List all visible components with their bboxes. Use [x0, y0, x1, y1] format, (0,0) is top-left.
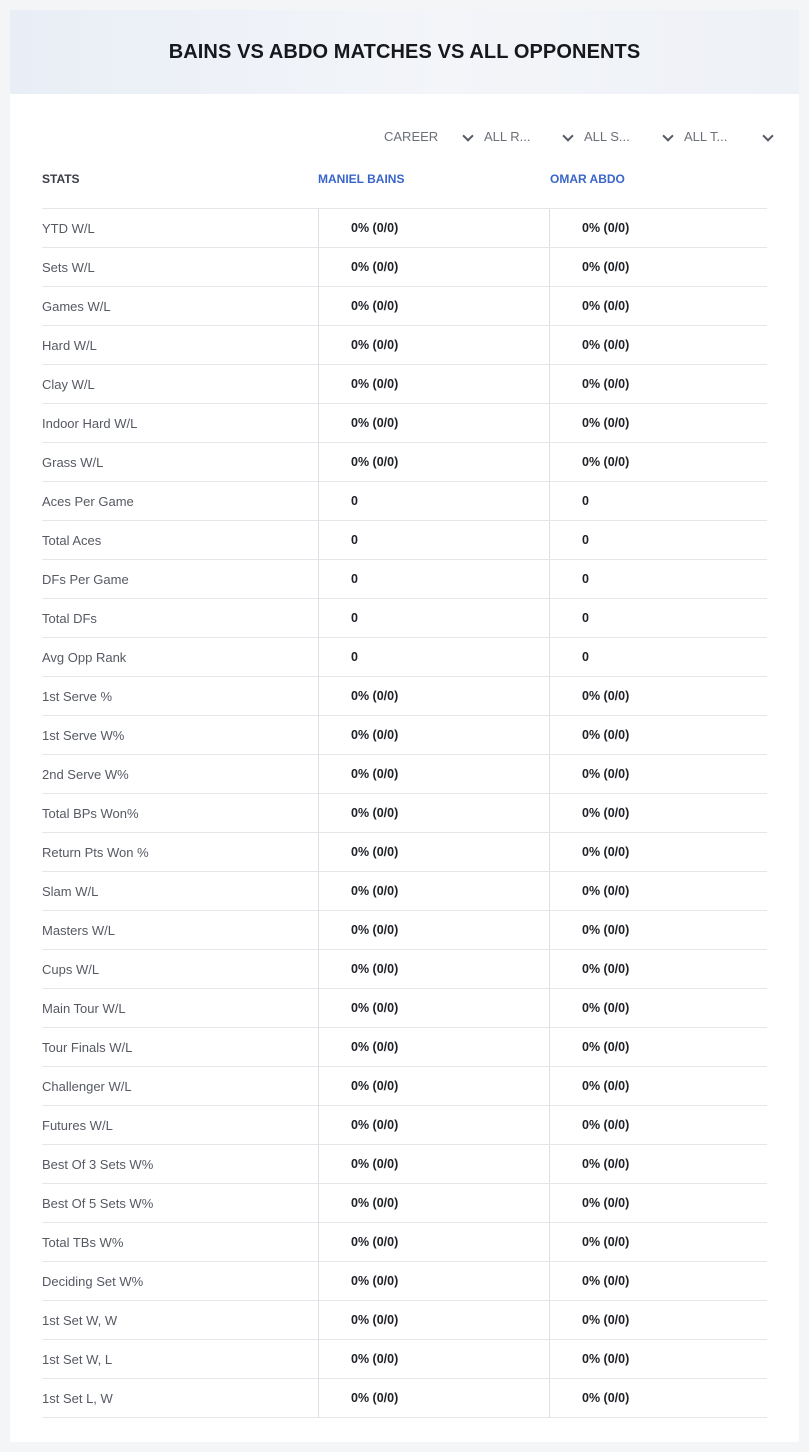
player2-cell	[549, 1106, 768, 1144]
player2-cell	[549, 1379, 768, 1417]
table-row	[42, 482, 767, 521]
stat-label: Grass W/L	[42, 455, 104, 470]
player1-value: 0% (0/0)	[351, 1313, 399, 1327]
table-row	[42, 794, 767, 833]
player2-cell	[549, 638, 768, 676]
player2-value: 0% (0/0)	[582, 1079, 630, 1093]
chevron-down-icon	[662, 130, 673, 141]
stat-label: Hard W/L	[42, 338, 97, 353]
player1-value: 0% (0/0)	[351, 1235, 399, 1249]
player2-cell	[549, 365, 768, 403]
filter-surfaces-select[interactable]	[584, 126, 684, 146]
player2-cell	[549, 1340, 768, 1378]
player2-value: 0% (0/0)	[582, 338, 630, 352]
player1-cell	[318, 716, 550, 754]
player2-cell	[549, 1028, 768, 1066]
table-row	[42, 248, 767, 287]
player2-cell	[549, 755, 768, 793]
player2-value: 0% (0/0)	[582, 689, 630, 703]
player1-cell	[318, 911, 550, 949]
player1-cell	[318, 365, 550, 403]
player2-cell	[549, 482, 768, 520]
stat-label: Slam W/L	[42, 884, 99, 899]
player1-value: 0	[351, 572, 358, 586]
stat-label: 1st Set L, W	[42, 1391, 113, 1406]
stat-label: Total DFs	[42, 611, 97, 626]
table-row	[42, 365, 767, 404]
player1-cell	[318, 794, 550, 832]
stat-label: DFs Per Game	[42, 572, 129, 587]
player2-cell	[549, 521, 768, 559]
player1-cell	[318, 326, 550, 364]
table-row	[42, 1340, 767, 1379]
table-row	[42, 1301, 767, 1340]
player2-value: 0% (0/0)	[582, 923, 630, 937]
player2-value: 0% (0/0)	[582, 845, 630, 859]
player1-cell	[318, 1340, 550, 1378]
player1-value: 0% (0/0)	[351, 884, 399, 898]
player1-link[interactable]: MANIEL BAINS	[318, 172, 405, 186]
player2-cell	[549, 1262, 768, 1300]
player1-cell	[318, 1067, 550, 1105]
table-row	[42, 950, 767, 989]
player2-value: 0% (0/0)	[582, 1391, 630, 1405]
table-row	[42, 1106, 767, 1145]
stat-label: Games W/L	[42, 299, 111, 314]
player2-cell	[549, 911, 768, 949]
player2-value: 0% (0/0)	[582, 884, 630, 898]
player2-cell	[549, 950, 768, 988]
stat-label: Return Pts Won %	[42, 845, 149, 860]
player2-cell	[549, 1223, 768, 1261]
stat-label: 2nd Serve W%	[42, 767, 129, 782]
table-row	[42, 833, 767, 872]
stat-label: Avg Opp Rank	[42, 650, 127, 665]
player2-cell	[549, 443, 768, 481]
stat-label: Aces Per Game	[42, 494, 134, 509]
stat-label: 1st Serve %	[42, 689, 113, 704]
player2-value: 0% (0/0)	[582, 767, 630, 781]
player1-value: 0% (0/0)	[351, 1079, 399, 1093]
player1-value: 0% (0/0)	[351, 923, 399, 937]
player1-value: 0% (0/0)	[351, 1352, 399, 1366]
player1-cell	[318, 1184, 550, 1222]
player1-cell	[318, 560, 550, 598]
table-row	[42, 1145, 767, 1184]
player2-cell	[549, 560, 768, 598]
player1-cell	[318, 482, 550, 520]
filter-rounds-select[interactable]	[484, 126, 584, 146]
player2-cell	[549, 833, 768, 871]
stats-column-header: STATS	[42, 172, 80, 186]
stats-card	[10, 10, 799, 1442]
player2-value: 0% (0/0)	[582, 1313, 630, 1327]
player1-cell	[318, 404, 550, 442]
player1-cell	[318, 989, 550, 1027]
player2-cell	[549, 326, 768, 364]
table-row	[42, 755, 767, 794]
player2-value: 0	[582, 494, 589, 508]
card-header	[10, 10, 799, 94]
player1-cell	[318, 1106, 550, 1144]
stat-label: YTD W/L	[42, 221, 95, 236]
stat-label: Sets W/L	[42, 260, 95, 275]
stat-label: Futures W/L	[42, 1118, 113, 1133]
filter-period-select[interactable]	[384, 126, 484, 146]
table-row	[42, 1028, 767, 1067]
player2-value: 0% (0/0)	[582, 1352, 630, 1366]
stat-label: Total Aces	[42, 533, 102, 548]
chevron-down-icon	[562, 130, 573, 141]
player2-cell	[549, 248, 768, 286]
player2-value: 0% (0/0)	[582, 1157, 630, 1171]
table-row	[42, 1184, 767, 1223]
chevron-down-icon	[462, 130, 473, 141]
player2-value: 0% (0/0)	[582, 260, 630, 274]
stat-label: Deciding Set W%	[42, 1274, 144, 1289]
player2-value: 0% (0/0)	[582, 416, 630, 430]
player1-value: 0% (0/0)	[351, 1001, 399, 1015]
player2-cell	[549, 209, 768, 247]
player1-value: 0% (0/0)	[351, 767, 399, 781]
page-title: BAINS VS ABDO MATCHES VS ALL OPPONENTS	[168, 40, 641, 63]
table-row	[42, 1223, 767, 1262]
player1-value: 0% (0/0)	[351, 299, 399, 313]
table-row	[42, 326, 767, 365]
table-row	[42, 404, 767, 443]
filter-label: ALL S...	[584, 128, 630, 144]
player1-value: 0	[351, 611, 358, 625]
player1-cell	[318, 521, 550, 559]
player2-value: 0% (0/0)	[582, 1040, 630, 1054]
stat-label: Tour Finals W/L	[42, 1040, 133, 1055]
player2-cell	[549, 989, 768, 1027]
player2-cell	[549, 677, 768, 715]
player1-cell	[318, 833, 550, 871]
table-header	[42, 172, 767, 208]
player1-value: 0% (0/0)	[351, 806, 399, 820]
player1-cell	[318, 638, 550, 676]
player2-link[interactable]: OMAR ABDO	[550, 172, 625, 186]
player1-cell	[318, 209, 550, 247]
player1-value: 0% (0/0)	[351, 728, 399, 742]
table-row	[42, 872, 767, 911]
stat-label: Total BPs Won%	[42, 806, 139, 821]
table-row	[42, 209, 767, 248]
player1-value: 0% (0/0)	[351, 845, 399, 859]
filter-label: CAREER	[384, 128, 439, 144]
player2-cell	[549, 794, 768, 832]
player2-value: 0% (0/0)	[582, 455, 630, 469]
stat-label: 1st Set W, L	[42, 1352, 113, 1367]
player1-cell	[318, 248, 550, 286]
player2-cell	[549, 599, 768, 637]
player1-cell	[318, 872, 550, 910]
stat-label: Indoor Hard W/L	[42, 416, 138, 431]
table-row	[42, 1262, 767, 1301]
table-row	[42, 716, 767, 755]
player1-value: 0% (0/0)	[351, 1118, 399, 1132]
player2-cell	[549, 1067, 768, 1105]
player2-cell	[549, 1184, 768, 1222]
player2-value: 0	[582, 611, 589, 625]
player2-value: 0% (0/0)	[582, 299, 630, 313]
player1-cell	[318, 950, 550, 988]
stat-label: Main Tour W/L	[42, 1001, 126, 1016]
player1-cell	[318, 599, 550, 637]
player1-value: 0% (0/0)	[351, 1391, 399, 1405]
player2-value: 0% (0/0)	[582, 1118, 630, 1132]
stat-label: Best Of 5 Sets W%	[42, 1196, 154, 1211]
player1-value: 0% (0/0)	[351, 260, 399, 274]
player1-value: 0% (0/0)	[351, 1274, 399, 1288]
table-row	[42, 638, 767, 677]
filter-tournaments-select[interactable]	[684, 126, 784, 146]
table-row	[42, 1379, 767, 1418]
player2-value: 0% (0/0)	[582, 1001, 630, 1015]
player2-cell	[549, 404, 768, 442]
player2-value: 0% (0/0)	[582, 221, 630, 235]
player1-cell	[318, 1301, 550, 1339]
player1-value: 0% (0/0)	[351, 338, 399, 352]
table-row	[42, 521, 767, 560]
player2-value: 0% (0/0)	[582, 1274, 630, 1288]
player1-value: 0% (0/0)	[351, 377, 399, 391]
table-row	[42, 560, 767, 599]
chevron-down-icon	[762, 130, 773, 141]
table-row	[42, 677, 767, 716]
player2-cell	[549, 287, 768, 325]
stat-label: Total TBs W%	[42, 1235, 124, 1250]
table-row	[42, 911, 767, 950]
player1-value: 0% (0/0)	[351, 962, 399, 976]
player1-cell	[318, 443, 550, 481]
player1-cell	[318, 287, 550, 325]
player1-value: 0% (0/0)	[351, 221, 399, 235]
player2-cell	[549, 1145, 768, 1183]
stat-label: Challenger W/L	[42, 1079, 132, 1094]
player1-cell	[318, 1145, 550, 1183]
table-row	[42, 989, 767, 1028]
player1-value: 0% (0/0)	[351, 689, 399, 703]
player1-cell	[318, 1262, 550, 1300]
player1-cell	[318, 755, 550, 793]
stat-label: Cups W/L	[42, 962, 100, 977]
stat-label: 1st Serve W%	[42, 728, 125, 743]
player1-value: 0% (0/0)	[351, 1157, 399, 1171]
player1-value: 0	[351, 650, 358, 664]
player1-cell	[318, 1028, 550, 1066]
player1-value: 0% (0/0)	[351, 1196, 399, 1210]
player2-value: 0% (0/0)	[582, 1235, 630, 1249]
player2-cell	[549, 1301, 768, 1339]
table-row	[42, 599, 767, 638]
player1-value: 0	[351, 494, 358, 508]
stat-label: Masters W/L	[42, 923, 115, 938]
player1-value: 0	[351, 533, 358, 547]
filter-label: ALL R...	[484, 128, 531, 144]
player1-value: 0% (0/0)	[351, 455, 399, 469]
player2-cell	[549, 716, 768, 754]
stat-label: 1st Set W, W	[42, 1313, 118, 1328]
table-row	[42, 1067, 767, 1106]
player2-value: 0	[582, 533, 589, 547]
player2-value: 0	[582, 650, 589, 664]
player1-cell	[318, 1379, 550, 1417]
player2-value: 0	[582, 572, 589, 586]
table-row	[42, 287, 767, 326]
player2-value: 0% (0/0)	[582, 806, 630, 820]
stat-label: Clay W/L	[42, 377, 95, 392]
stats-table	[42, 208, 767, 1418]
table-row	[42, 443, 767, 482]
player2-value: 0% (0/0)	[582, 962, 630, 976]
player2-cell	[549, 872, 768, 910]
player2-value: 0% (0/0)	[582, 1196, 630, 1210]
filter-bar	[384, 126, 784, 146]
stat-label: Best Of 3 Sets W%	[42, 1157, 154, 1172]
player1-cell	[318, 1223, 550, 1261]
filter-label: ALL T...	[684, 128, 728, 144]
player1-cell	[318, 677, 550, 715]
player1-value: 0% (0/0)	[351, 1040, 399, 1054]
player2-value: 0% (0/0)	[582, 377, 630, 391]
player1-value: 0% (0/0)	[351, 416, 399, 430]
player2-value: 0% (0/0)	[582, 728, 630, 742]
